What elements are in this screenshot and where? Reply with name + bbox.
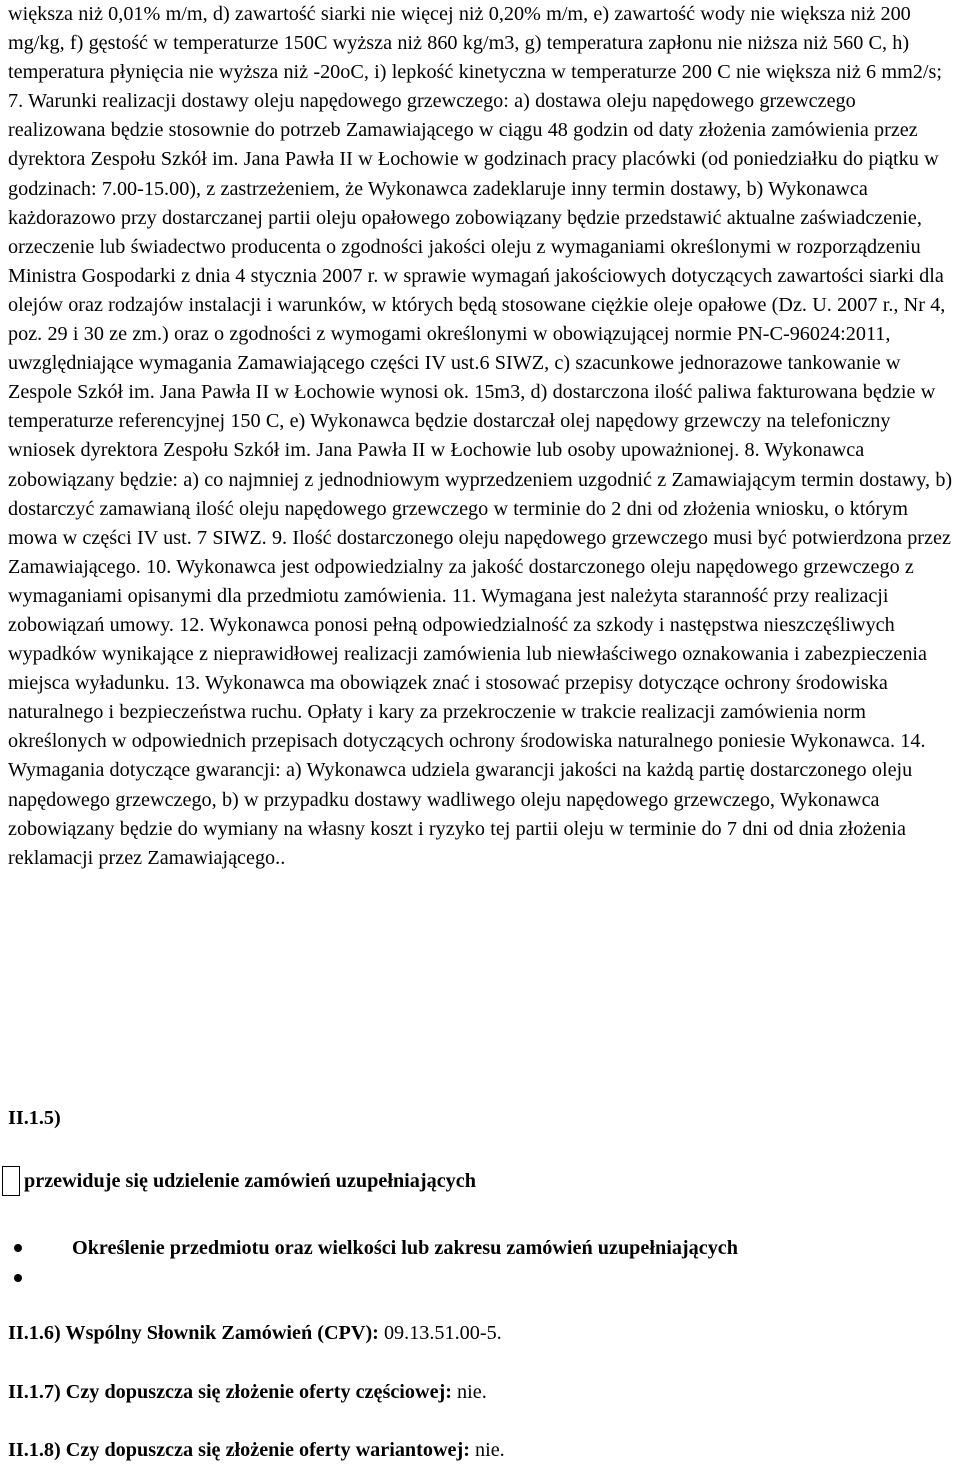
supplementary-orders-option [0,1163,476,1199]
spec-partial-offer-value: nie. [451,1381,487,1403]
list-item [0,1263,738,1293]
spec-variant-offer-label: II.1.8) Czy dopuszcza się złożenie oferty wariantowej: [8,1439,470,1461]
supplementary-orders-label: przewiduje się udzielenie zamówień uzupełniających [24,1170,476,1192]
spec-partial-offer [8,1379,487,1405]
spec-variant-offer-value: nie. [469,1439,505,1461]
bullet-icon [14,1274,22,1282]
spec-cpv [8,1320,502,1346]
bullet-text: Określenie przedmiotu oraz wielkości lub zakresu zamówień uzupełniających [72,1237,738,1259]
supplementary-orders-checkbox[interactable] [2,1166,20,1196]
spec-cpv-label: II.1.6) Wspólny Słownik Zamówień (CPV): [8,1322,379,1344]
main-paragraph: większa niż 0,01% m/m, d) zawartość siarki nie więcej niż 0,20% m/m, e) zawartość wody nie większa niż 200 mg/kg, f) gęstość w temperaturze 150C wyższa niż 860 kg/m3, g) temperatura zapłonu nie niższa niż 560 C, h) temperatura płynięcia nie wyższa niż -20oC, i) lepkość kinetyczna w temperaturze 200 C nie większa niż 6 mm2/s; 7. Warunki realizacji dostawy oleju napędowego grzewczego: a) dostawa oleju napędowego grzewczego realizowana będzie stosownie do potrzeb Zamawiającego w ciągu 48 godzin od daty złożenia zamówienia przez dyrektora Zespołu Szkół im. Jana Pawła II w Łochowie w godzinach pracy placówki (od poniedziałku do piątku w godzinach: 7.00-15.00), z zastrzeżeniem, że Wykonawca zadeklaruje inny termin dostawy, b) Wykonawca każdorazowo przy dostarczanej partii oleju opałowego zobowiązany będzie przedstawić aktualne zaświadczenie, orzeczenie lub świadectwo producenta o zgodności jakości oleju z wymaganiami określonymi w rozporządzeniu Ministra Gospodarki z dnia 4 stycznia 2007 r. w sprawie wymagań jakościowych dotyczących zawartości siarki dla olejów oraz rodzajów instalacji i warunków, w których będą stosowane ciężkie oleje opałowe (Dz. U. 2007 r., Nr 4, poz. 29 i 30 ze zm.) oraz o zgodności z wymogami określonymi w obowiązującej normie PN-C-96024:2011, uwzględniające wymagania Zamawiającego części IV ust.6 SIWZ, c) szacunkowe jednorazowe tankowanie w Zespole Szkół im. Jana Pawła II w Łochowie wynosi ok. 15m3, d) dostarczona ilość paliwa fakturowana będzie w temperaturze referencyjnej 150 C, e) Wykonawca będzie dostarczał olej napędowy grzewczy na telefoniczny wniosek dyrektora Zespołu Szkół im. Jana Pawła II w Łochowie lub osoby upoważnionej. 8. Wykonawca zobowiązany będzie: a) co najmniej z jednodniowym wyprzedzeniem uzgodnić z Zamawiającym termin dostawy, b) dostarczyć zamawianą ilość oleju napędowego grzewczego w terminie do 2 dni od złożenia wniosku, o którym mowa w części IV ust. 7 SIWZ. 9. Ilość dostarczonego oleju napędowego grzewczego musi być potwierdzona przez Zamawiającego. 10. Wykonawca jest odpowiedzialny za jakość dostarczonego oleju napędowego grzewczego z wymaganiami opisanymi dla przedmiotu zamówienia. 11. Wymagana jest należyta staranność przy realizacji zobowiązań umowy. 12. Wykonawca ponosi pełną odpowiedzialność za szkody i następstwa nieszczęśliwych wypadków wynikające z nieprawidłowej realizacji zamówienia lub niewłaściwego oznakowania i zabezpieczenia miejsca wyładunku. 13. Wykonawca ma obowiązek znać i stosować przepisy dotyczące ochrony środowiska naturalnego i bezpieczeństwa ruchu. Opłaty i kary za przekroczenie w trakcie realizacji zamówienia norm określonych w odpowiednich przepisach dotyczących ochrony środowiska naturalnego poniesie Wykonawca. 14. Wymagania dotyczące gwarancji: a) Wykonawca udziela gwarancji jakości na każdą partię dostarczonego oleju napędowego grzewczego, b) w przypadku dostawy wadliwego oleju napędowego grzewczego, Wykonawca zobowiązany będzie do wymiany na własny koszt i ryzyko tej partii oleju w terminie do 7 dni od dnia złożenia reklamacji przez Zamawiającego.. [8,3,953,869]
spec-partial-offer-label: II.1.7) Czy dopuszcza się złożenie oferty częściowej: [8,1381,452,1403]
section-label-II-1-5: II.1.5) [8,1107,61,1129]
bullet-icon [14,1244,22,1252]
document-page [8,0,956,873]
supplementary-orders-bullet-list [0,1233,738,1293]
list-item [0,1233,738,1263]
spec-cpv-value: 09.13.51.00-5. [378,1322,502,1344]
spec-variant-offer [8,1437,505,1463]
